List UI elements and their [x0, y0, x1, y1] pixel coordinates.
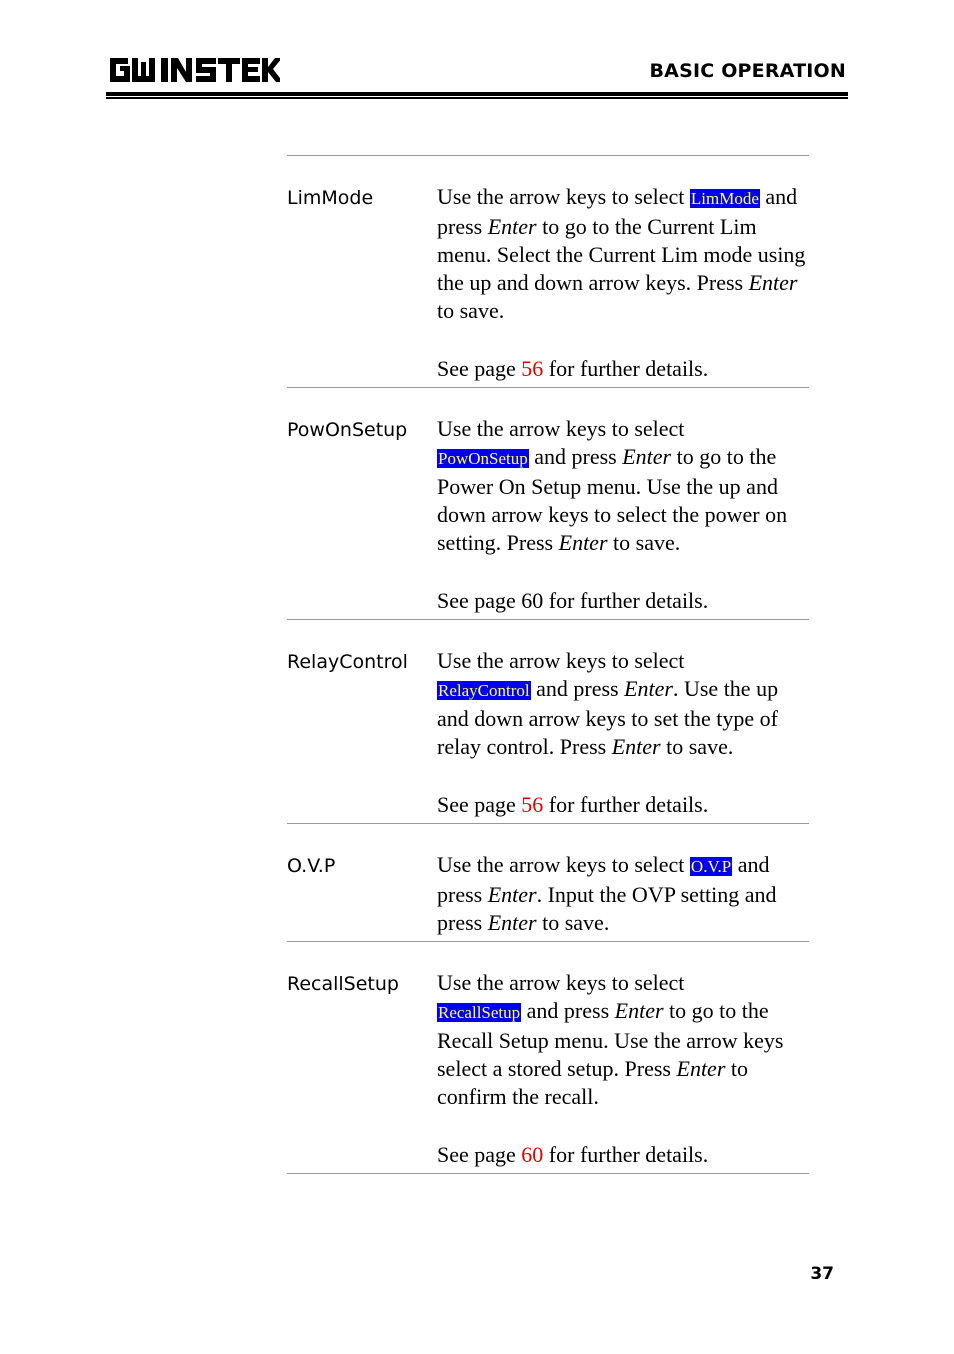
menu-keyword: RelayControl — [438, 681, 530, 700]
table-row — [287, 387, 809, 619]
see-page-note: See page 56 for further details. — [437, 356, 709, 381]
setting-description — [437, 388, 809, 619]
setting-label: LimMode — [287, 187, 374, 209]
page-reference: 60 — [521, 588, 544, 613]
setting-description — [437, 942, 809, 1173]
settings-table — [287, 155, 809, 1174]
page-link[interactable]: 56 — [521, 356, 544, 381]
instruction-paragraph: Use the arrow keys to select O.V.P and press Enter. Input the OVP setting and press Enter to save. — [437, 852, 777, 935]
gw-instek-logo — [108, 54, 280, 86]
table-row — [287, 941, 809, 1174]
setting-label: O.V.P — [287, 855, 336, 877]
page-link[interactable]: 60 — [521, 1142, 544, 1167]
page-number: 37 — [810, 1264, 834, 1284]
setting-description — [437, 156, 809, 387]
menu-keyword: PowOnSetup — [438, 449, 528, 468]
setting-label: RelayControl — [287, 651, 408, 673]
instruction-paragraph: Use the arrow keys to select PowOnSetup and press Enter to go to the Power On Setup menu. Use the up and down arrow keys to select the power on setting. Press Enter to save. — [437, 416, 788, 555]
instruction-paragraph: Use the arrow keys to select RelayControl and press Enter. Use the up and down arrow keys to set the type of relay control. Press Enter to save. — [437, 648, 779, 759]
table-row — [287, 823, 809, 941]
instruction-paragraph: Use the arrow keys to select RecallSetup and press Enter to go to the Recall Setup menu. Use the arrow keys select a stored setup. Press Enter to confirm the recall. — [437, 970, 784, 1109]
menu-keyword: RecallSetup — [438, 1003, 521, 1022]
setting-label: PowOnSetup — [287, 419, 408, 441]
menu-keyword: LimMode — [690, 189, 759, 208]
header-rule-thin — [106, 97, 848, 99]
see-page-note: See page 56 for further details. — [437, 792, 709, 817]
gw-instek-logo-mark — [108, 54, 280, 86]
menu-keyword: O.V.P — [690, 857, 732, 876]
see-page-note: See page 60 for further details. — [437, 1142, 709, 1167]
see-page-note: See page 60 for further details. — [437, 588, 709, 613]
table-row — [287, 619, 809, 823]
instruction-paragraph: Use the arrow keys to select LimMode and press Enter to go to the Current Lim menu. Select the Current Lim mode using the up and down arrow keys. Press Enter to save. — [437, 184, 806, 323]
table-row — [287, 155, 809, 387]
setting-description — [437, 824, 809, 941]
setting-description — [437, 620, 809, 823]
setting-label: RecallSetup — [287, 973, 399, 995]
page-link[interactable]: 56 — [521, 792, 544, 817]
header-rule — [106, 92, 848, 96]
section-title: BASIC OPERATION — [649, 60, 846, 82]
